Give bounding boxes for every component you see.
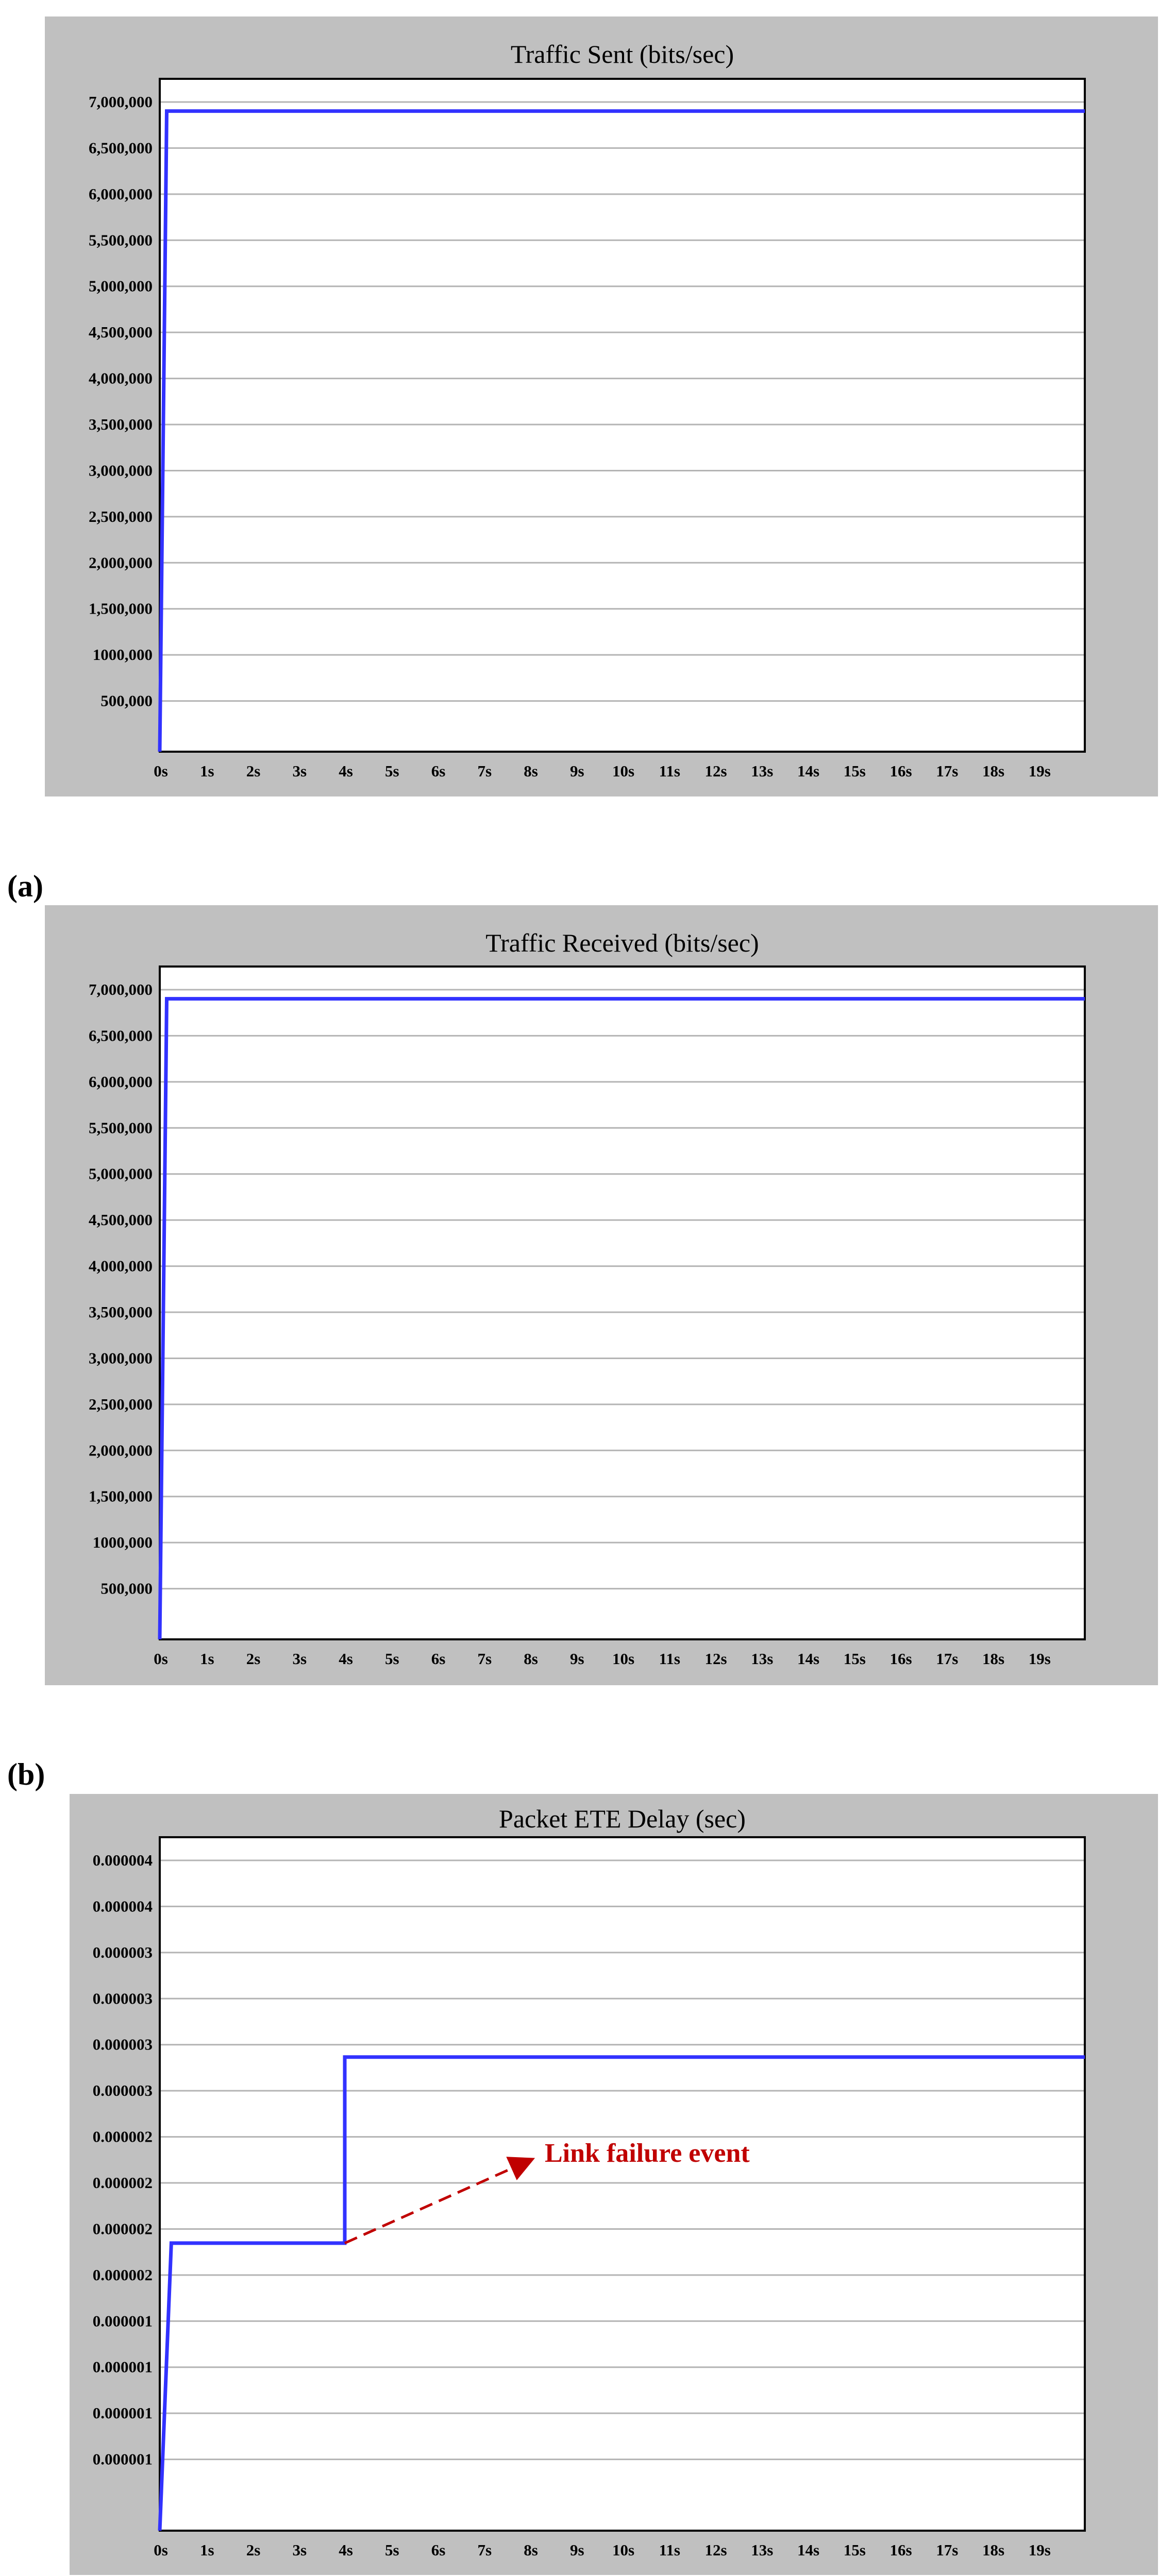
chart-panel-c <box>70 1794 1158 2575</box>
x-tick-label: 9s <box>569 1650 584 1668</box>
y-tick-label: 0.000002 <box>92 2265 153 2284</box>
x-tick-label: 11s <box>659 2541 680 2559</box>
x-tick-label: 12s <box>704 2541 727 2559</box>
panel-label-b: (b) <box>7 1757 45 1791</box>
y-tick-label: 2,500,000 <box>89 507 153 526</box>
x-tick-label: 0s <box>154 762 168 780</box>
y-tick-label: 2,000,000 <box>89 553 153 572</box>
x-tick-label: 0s <box>154 2541 168 2559</box>
y-tick-label: 0.000002 <box>92 2174 153 2192</box>
chart-svg-c <box>70 1794 1158 2575</box>
y-tick-label: 4,000,000 <box>89 1257 153 1275</box>
x-tick-label: 0s <box>154 1650 168 1668</box>
x-tick-label: 12s <box>704 1650 727 1668</box>
x-tick-label: 2s <box>246 2541 261 2559</box>
x-tick-label: 11s <box>659 1650 680 1668</box>
y-tick-label: 3,500,000 <box>89 415 153 434</box>
y-tick-label: 0.000003 <box>92 2035 153 2054</box>
x-tick-label: 8s <box>524 1650 538 1668</box>
x-tick-label: 11s <box>659 762 680 780</box>
plot-area <box>160 967 1085 1639</box>
x-tick-label: 6s <box>431 1650 446 1668</box>
y-tick-label: 0.000001 <box>92 2358 153 2376</box>
y-tick-label: 3,000,000 <box>89 1349 153 1367</box>
chart-svg-a <box>45 16 1158 796</box>
y-tick-label: 5,500,000 <box>89 1118 153 1137</box>
x-tick-label: 8s <box>524 762 538 780</box>
y-tick-label: 4,500,000 <box>89 1211 153 1229</box>
y-tick-label: 1000,000 <box>92 646 153 664</box>
chart-title: Traffic Sent (bits/sec) <box>510 40 734 69</box>
x-tick-label: 13s <box>751 762 774 780</box>
x-tick-label: 16s <box>889 2541 912 2559</box>
x-tick-label: 10s <box>612 762 635 780</box>
y-tick-label: 0.000002 <box>92 2127 153 2146</box>
x-tick-label: 7s <box>477 1650 492 1668</box>
y-tick-label: 3,000,000 <box>89 461 153 480</box>
chart-panel-a <box>45 16 1158 796</box>
y-tick-label: 0.000001 <box>92 2312 153 2330</box>
x-tick-label: 16s <box>889 1650 912 1668</box>
y-tick-label: 6,500,000 <box>89 1026 153 1045</box>
y-tick-label: 5,500,000 <box>89 231 153 249</box>
panel-label-a: (a) <box>7 869 43 903</box>
y-tick-label: 500,000 <box>100 691 153 710</box>
x-tick-label: 2s <box>246 1650 261 1668</box>
x-tick-label: 3s <box>292 762 307 780</box>
y-tick-label: 4,500,000 <box>89 323 153 342</box>
y-tick-label: 3,500,000 <box>89 1303 153 1321</box>
x-tick-label: 6s <box>431 762 446 780</box>
chart-panel-b <box>45 905 1158 1685</box>
x-tick-label: 18s <box>982 1650 1005 1668</box>
x-tick-label: 16s <box>889 762 912 780</box>
x-tick-label: 14s <box>797 2541 820 2559</box>
x-tick-label: 17s <box>936 762 959 780</box>
y-tick-label: 6,000,000 <box>89 184 153 203</box>
y-tick-label: 2,000,000 <box>89 1441 153 1460</box>
x-tick-label: 8s <box>524 2541 538 2559</box>
x-tick-label: 15s <box>843 1650 866 1668</box>
y-tick-label: 6,500,000 <box>89 139 153 157</box>
x-tick-label: 6s <box>431 2541 446 2559</box>
x-tick-label: 7s <box>477 762 492 780</box>
y-tick-label: 4,000,000 <box>89 369 153 387</box>
y-tick-label: 7,000,000 <box>89 980 153 998</box>
y-tick-label: 5,000,000 <box>89 277 153 295</box>
x-tick-label: 15s <box>843 762 866 780</box>
y-tick-label: 0.000004 <box>92 1851 153 1869</box>
y-tick-label: 0.000001 <box>92 2404 153 2422</box>
x-tick-label: 5s <box>384 1650 399 1668</box>
x-tick-label: 15s <box>843 2541 866 2559</box>
y-tick-label: 0.000003 <box>92 2081 153 2100</box>
x-tick-label: 4s <box>339 1650 353 1668</box>
y-tick-label: 0.000001 <box>92 2450 153 2468</box>
x-tick-label: 9s <box>569 762 584 780</box>
chart-svg-b <box>45 905 1158 1685</box>
y-tick-label: 2,500,000 <box>89 1395 153 1413</box>
x-tick-label: 5s <box>384 762 399 780</box>
x-tick-label: 18s <box>982 762 1005 780</box>
plot-area <box>160 79 1085 752</box>
x-tick-label: 17s <box>936 1650 959 1668</box>
y-tick-label: 0.000003 <box>92 1943 153 1961</box>
y-tick-label: 5,000,000 <box>89 1164 153 1183</box>
plot-area <box>160 1837 1085 2531</box>
x-tick-label: 4s <box>339 2541 353 2559</box>
x-tick-label: 5s <box>384 2541 399 2559</box>
x-tick-label: 3s <box>292 1650 307 1668</box>
x-tick-label: 19s <box>1028 1650 1051 1668</box>
x-tick-label: 18s <box>982 2541 1005 2559</box>
x-tick-label: 14s <box>797 762 820 780</box>
x-tick-label: 19s <box>1028 2541 1051 2559</box>
chart-title: Packet ETE Delay (sec) <box>499 1804 746 1833</box>
x-tick-label: 2s <box>246 762 261 780</box>
y-tick-label: 0.000003 <box>92 1989 153 2008</box>
x-tick-label: 13s <box>751 2541 774 2559</box>
x-tick-label: 12s <box>704 762 727 780</box>
x-tick-label: 10s <box>612 2541 635 2559</box>
chart-title: Traffic Received (bits/sec) <box>485 928 759 957</box>
x-tick-label: 1s <box>199 1650 214 1668</box>
y-tick-label: 7,000,000 <box>89 93 153 111</box>
y-tick-label: 500,000 <box>100 1579 153 1598</box>
annotation-label: Link failure event <box>544 2138 750 2168</box>
y-tick-label: 0.000004 <box>92 1897 153 1916</box>
x-tick-label: 14s <box>797 1650 820 1668</box>
y-tick-label: 1,500,000 <box>89 1487 153 1505</box>
x-tick-label: 4s <box>339 762 353 780</box>
x-tick-label: 9s <box>569 2541 584 2559</box>
x-tick-label: 7s <box>477 2541 492 2559</box>
x-tick-label: 19s <box>1028 762 1051 780</box>
y-tick-label: 6,000,000 <box>89 1072 153 1091</box>
y-tick-label: 1,500,000 <box>89 599 153 618</box>
x-tick-label: 1s <box>199 2541 214 2559</box>
x-tick-label: 1s <box>199 762 214 780</box>
x-tick-label: 13s <box>751 1650 774 1668</box>
x-tick-label: 17s <box>936 2541 959 2559</box>
x-tick-label: 10s <box>612 1650 635 1668</box>
y-tick-label: 1000,000 <box>92 1533 153 1552</box>
x-tick-label: 3s <box>292 2541 307 2559</box>
y-tick-label: 0.000002 <box>92 2219 153 2238</box>
